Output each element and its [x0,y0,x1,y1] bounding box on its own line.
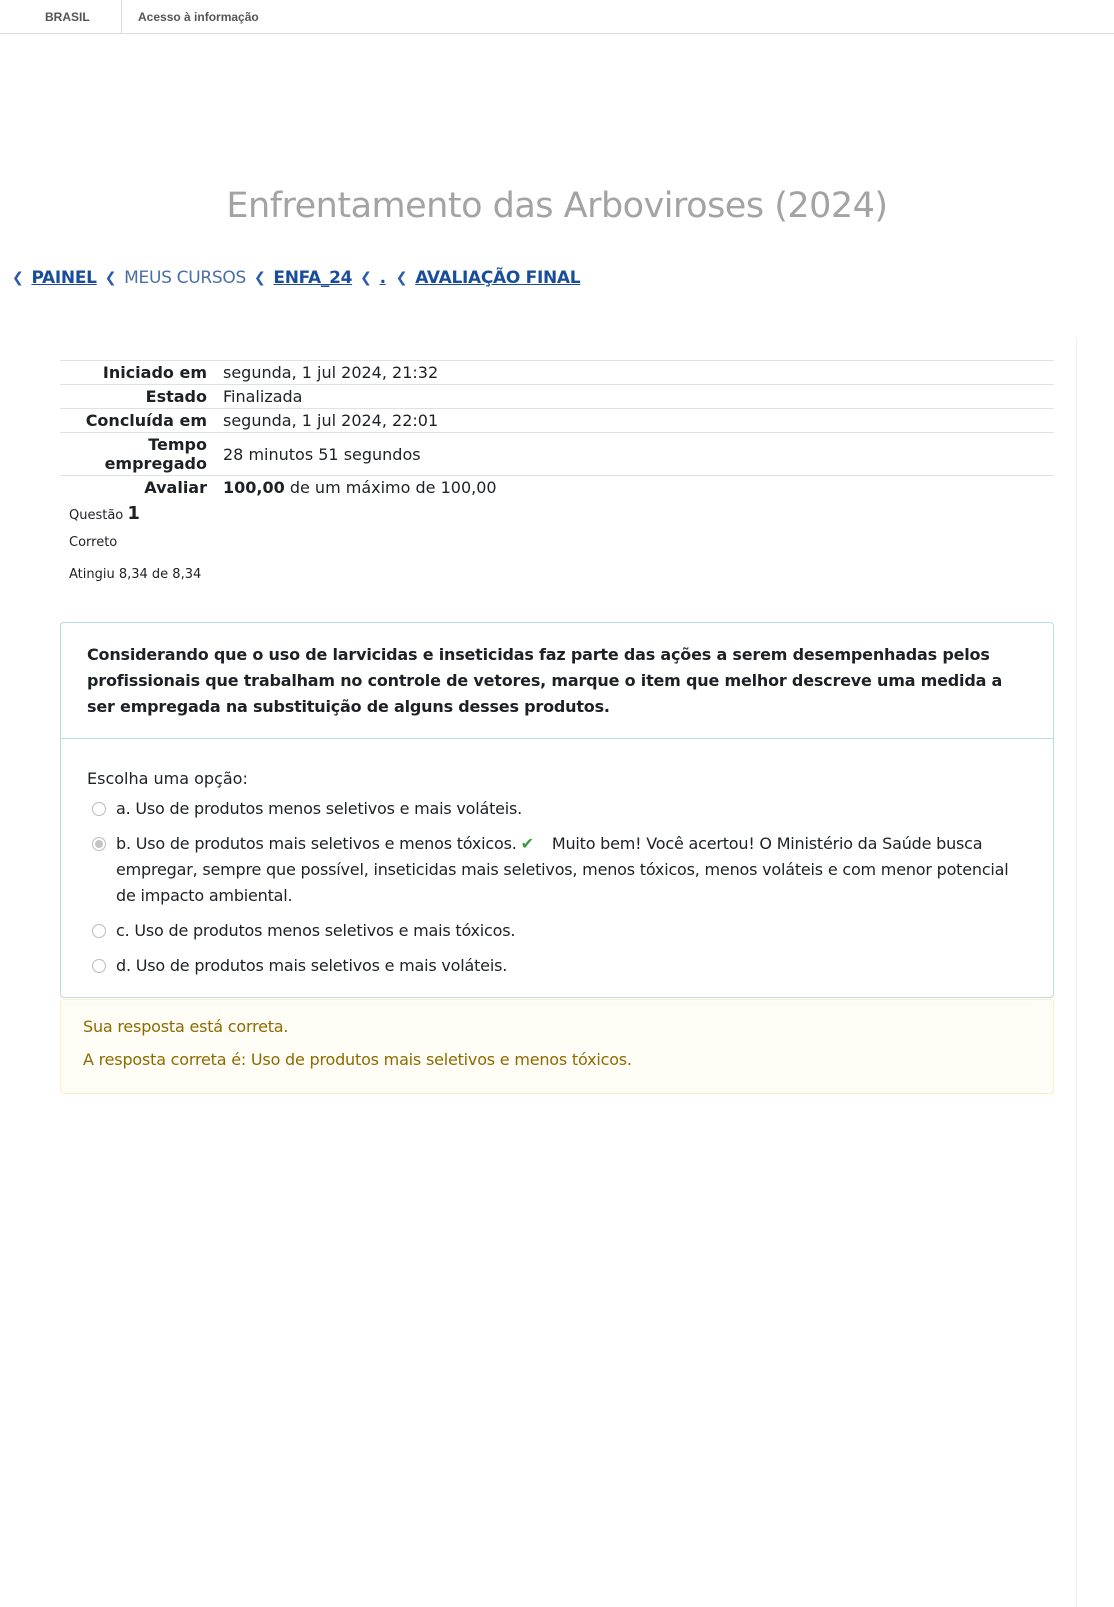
feedback-correct-answer: A resposta correta é: Uso de produtos mais seletivos e menos tóxicos. [83,1050,632,1069]
summary-value: Finalizada [223,385,1054,409]
answer-option-c[interactable] [87,918,1027,944]
question-box [60,622,1054,998]
summary-label: Iniciado em [60,361,223,385]
chevron-left-icon: ❮ [12,270,24,286]
summary-value: 28 minutos 51 segundos [223,433,1054,476]
course-title: Enfrentamento das Arboviroses (2024) [226,186,888,227]
gov-acesso-informacao-link[interactable]: Acesso à informação [138,9,259,24]
question-state: Correto [69,535,118,550]
breadcrumb-meus-cursos: MEUS CURSOS [124,268,246,288]
summary-value [223,476,1054,500]
summary-row [60,409,1054,433]
grade-value: 100,00 [223,478,285,497]
grade-max: de um máximo de 100,00 [284,478,497,497]
answer-option-d[interactable] [87,953,1027,979]
breadcrumb-avaliacao-final[interactable]: AVALIAÇÃO FINAL [415,268,581,288]
summary-value: segunda, 1 jul 2024, 21:32 [223,361,1054,385]
answer-option-a[interactable] [87,796,1027,822]
summary-label: Concluída em [60,409,223,433]
summary-label: Tempo empregado [60,433,223,476]
radio-button[interactable] [92,959,106,973]
summary-row [60,476,1054,500]
gov-brasil-link[interactable]: BRASIL [0,0,122,34]
answer-prompt: Escolha uma opção: [87,769,248,788]
breadcrumb-section[interactable]: . [379,268,386,288]
summary-row [60,361,1054,385]
question-text: Considerando que o uso de larvicidas e inseticidas faz parte das ações a serem desempenhadas pelos profissionais que trabalham no controle de vetores, marque o item que melhor descreve uma medida a ser empregada na substituição de alguns desses produtos. [61,623,1053,739]
radio-button[interactable] [92,924,106,938]
feedback-status: Sua resposta está correta. [83,1017,289,1036]
breadcrumb-painel[interactable]: PAINEL [31,268,97,288]
feedback-box [60,999,1054,1094]
question-number: 1 [127,503,140,524]
chevron-left-icon: ❮ [360,270,372,286]
question-grade: Atingiu 8,34 de 8,34 [69,567,202,582]
option-label: d. Uso de produtos mais seletivos e mais voláteis. [116,956,508,975]
content-edge-line [1076,338,1077,1607]
summary-row [60,385,1054,409]
answer-options [61,739,1053,979]
question-prefix: Questão [69,508,124,523]
chevron-left-icon: ❮ [104,270,117,286]
gov-top-bar [0,0,1114,34]
chevron-left-icon: ❮ [253,270,266,286]
option-label: c. Uso de produtos menos seletivos e mais tóxicos. [116,921,516,940]
summary-label: Estado [60,385,223,409]
checkmark-icon: ✔ [520,834,534,853]
option-feedback: Muito bem! Você acertou! O Ministério da Saúde busca empregar, sempre que possível, inseticidas mais seletivos, menos tóxicos, menos voláteis e com menor potencial de impacto ambiental. [116,834,1009,905]
attempt-summary-table [60,360,1054,499]
radio-button-checked[interactable] [92,837,106,851]
answer-option-b[interactable] [87,831,1027,909]
summary-label: Avaliar [60,476,223,500]
summary-value: segunda, 1 jul 2024, 22:01 [223,409,1054,433]
breadcrumb [10,268,580,288]
chevron-left-icon: ❮ [395,270,408,286]
option-label: a. Uso de produtos menos seletivos e mais voláteis. [116,799,523,818]
question-info [69,503,201,593]
option-label: b. Uso de produtos mais seletivos e menos tóxicos. [116,834,517,853]
summary-row [60,433,1054,476]
radio-button[interactable] [92,802,106,816]
breadcrumb-enfa24[interactable]: ENFA_24 [273,268,353,288]
